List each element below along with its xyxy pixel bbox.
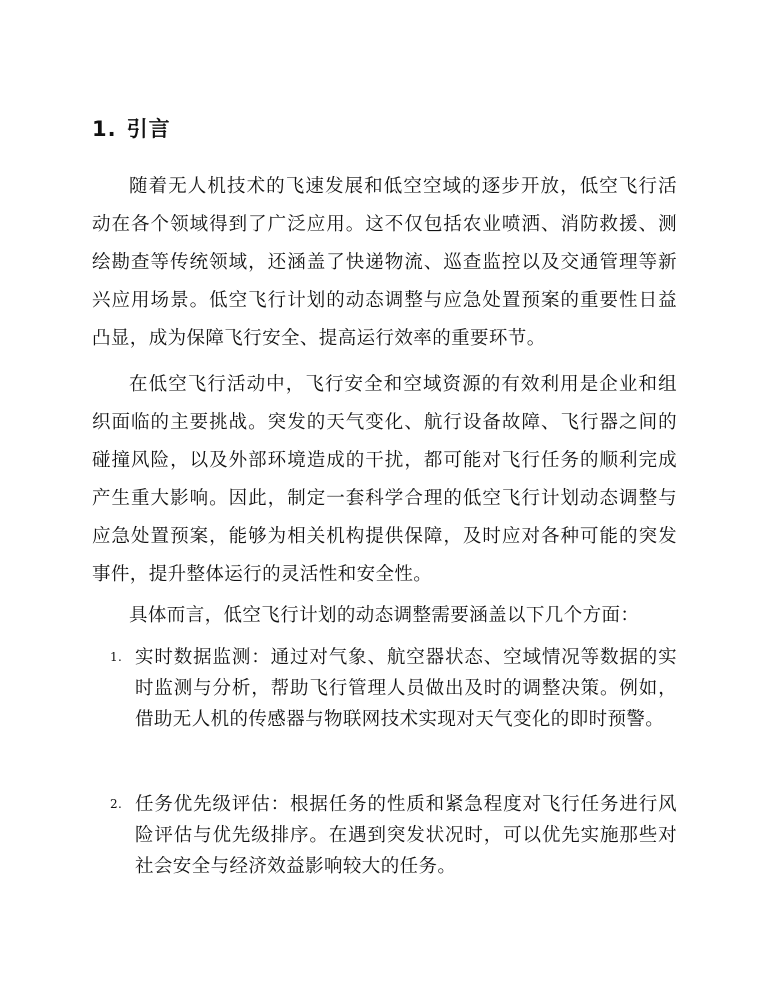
list-item-text: 实时数据监测：通过对气象、航空器状态、空域情况等数据的实时监测与分析，帮助飞行管理人员做出及时的调整决策。例如，借助无人机的传感器与物联网技术实现对天气变化的即时预警。 <box>135 647 677 730</box>
section-title: 引言 <box>126 117 171 141</box>
list-item <box>92 642 677 735</box>
list-item-text: 任务优先级评估：根据任务的性质和紧急程度对飞行任务进行风险评估与优先级排序。在遇到突发状况时，可以优先实施那些对社会安全与经济效益影响较大的任务。 <box>135 794 677 877</box>
aspects-list-item-1-container <box>92 642 677 735</box>
list-item-marker: 1. <box>110 650 123 664</box>
aspects-list-item-2-container <box>92 789 677 882</box>
paragraph-challenges: 在低空飞行活动中，飞行安全和空域资源的有效利用是企业和组织面临的主要挑战。突发的天气变化、航行设备故障、飞行器之间的碰撞风险，以及外部环境造成的干扰，都可能对飞行任务的顺利完成产生重大影响。因此，制定一套科学合理的低空飞行计划动态调整与应急处置预案，能够为相关机构提供保障，及时应对各种可能的突发事件，提升整体运行的灵活性和安全性。 <box>92 374 677 585</box>
section-number: 1. <box>92 117 117 141</box>
section-heading <box>92 113 171 143</box>
list-item-marker: 2. <box>110 797 123 811</box>
list-item <box>92 789 677 882</box>
paragraph-aspects-lead: 具体而言，低空飞行计划的动态调整需要涵盖以下几个方面： <box>129 605 640 626</box>
paragraph-intro: 随着无人机技术的飞速发展和低空空域的逐步开放，低空飞行活动在各个领域得到了广泛应用。这不仅包括农业喷洒、消防救援、测绘勘查等传统领域，还涵盖了快递物流、巡查监控以及交通管理等新兴应用场景。低空飞行计划的动态调整与应急处置预案的重要性日益凸显，成为保障飞行安全、提高运行效率的重要环节。 <box>92 176 677 349</box>
